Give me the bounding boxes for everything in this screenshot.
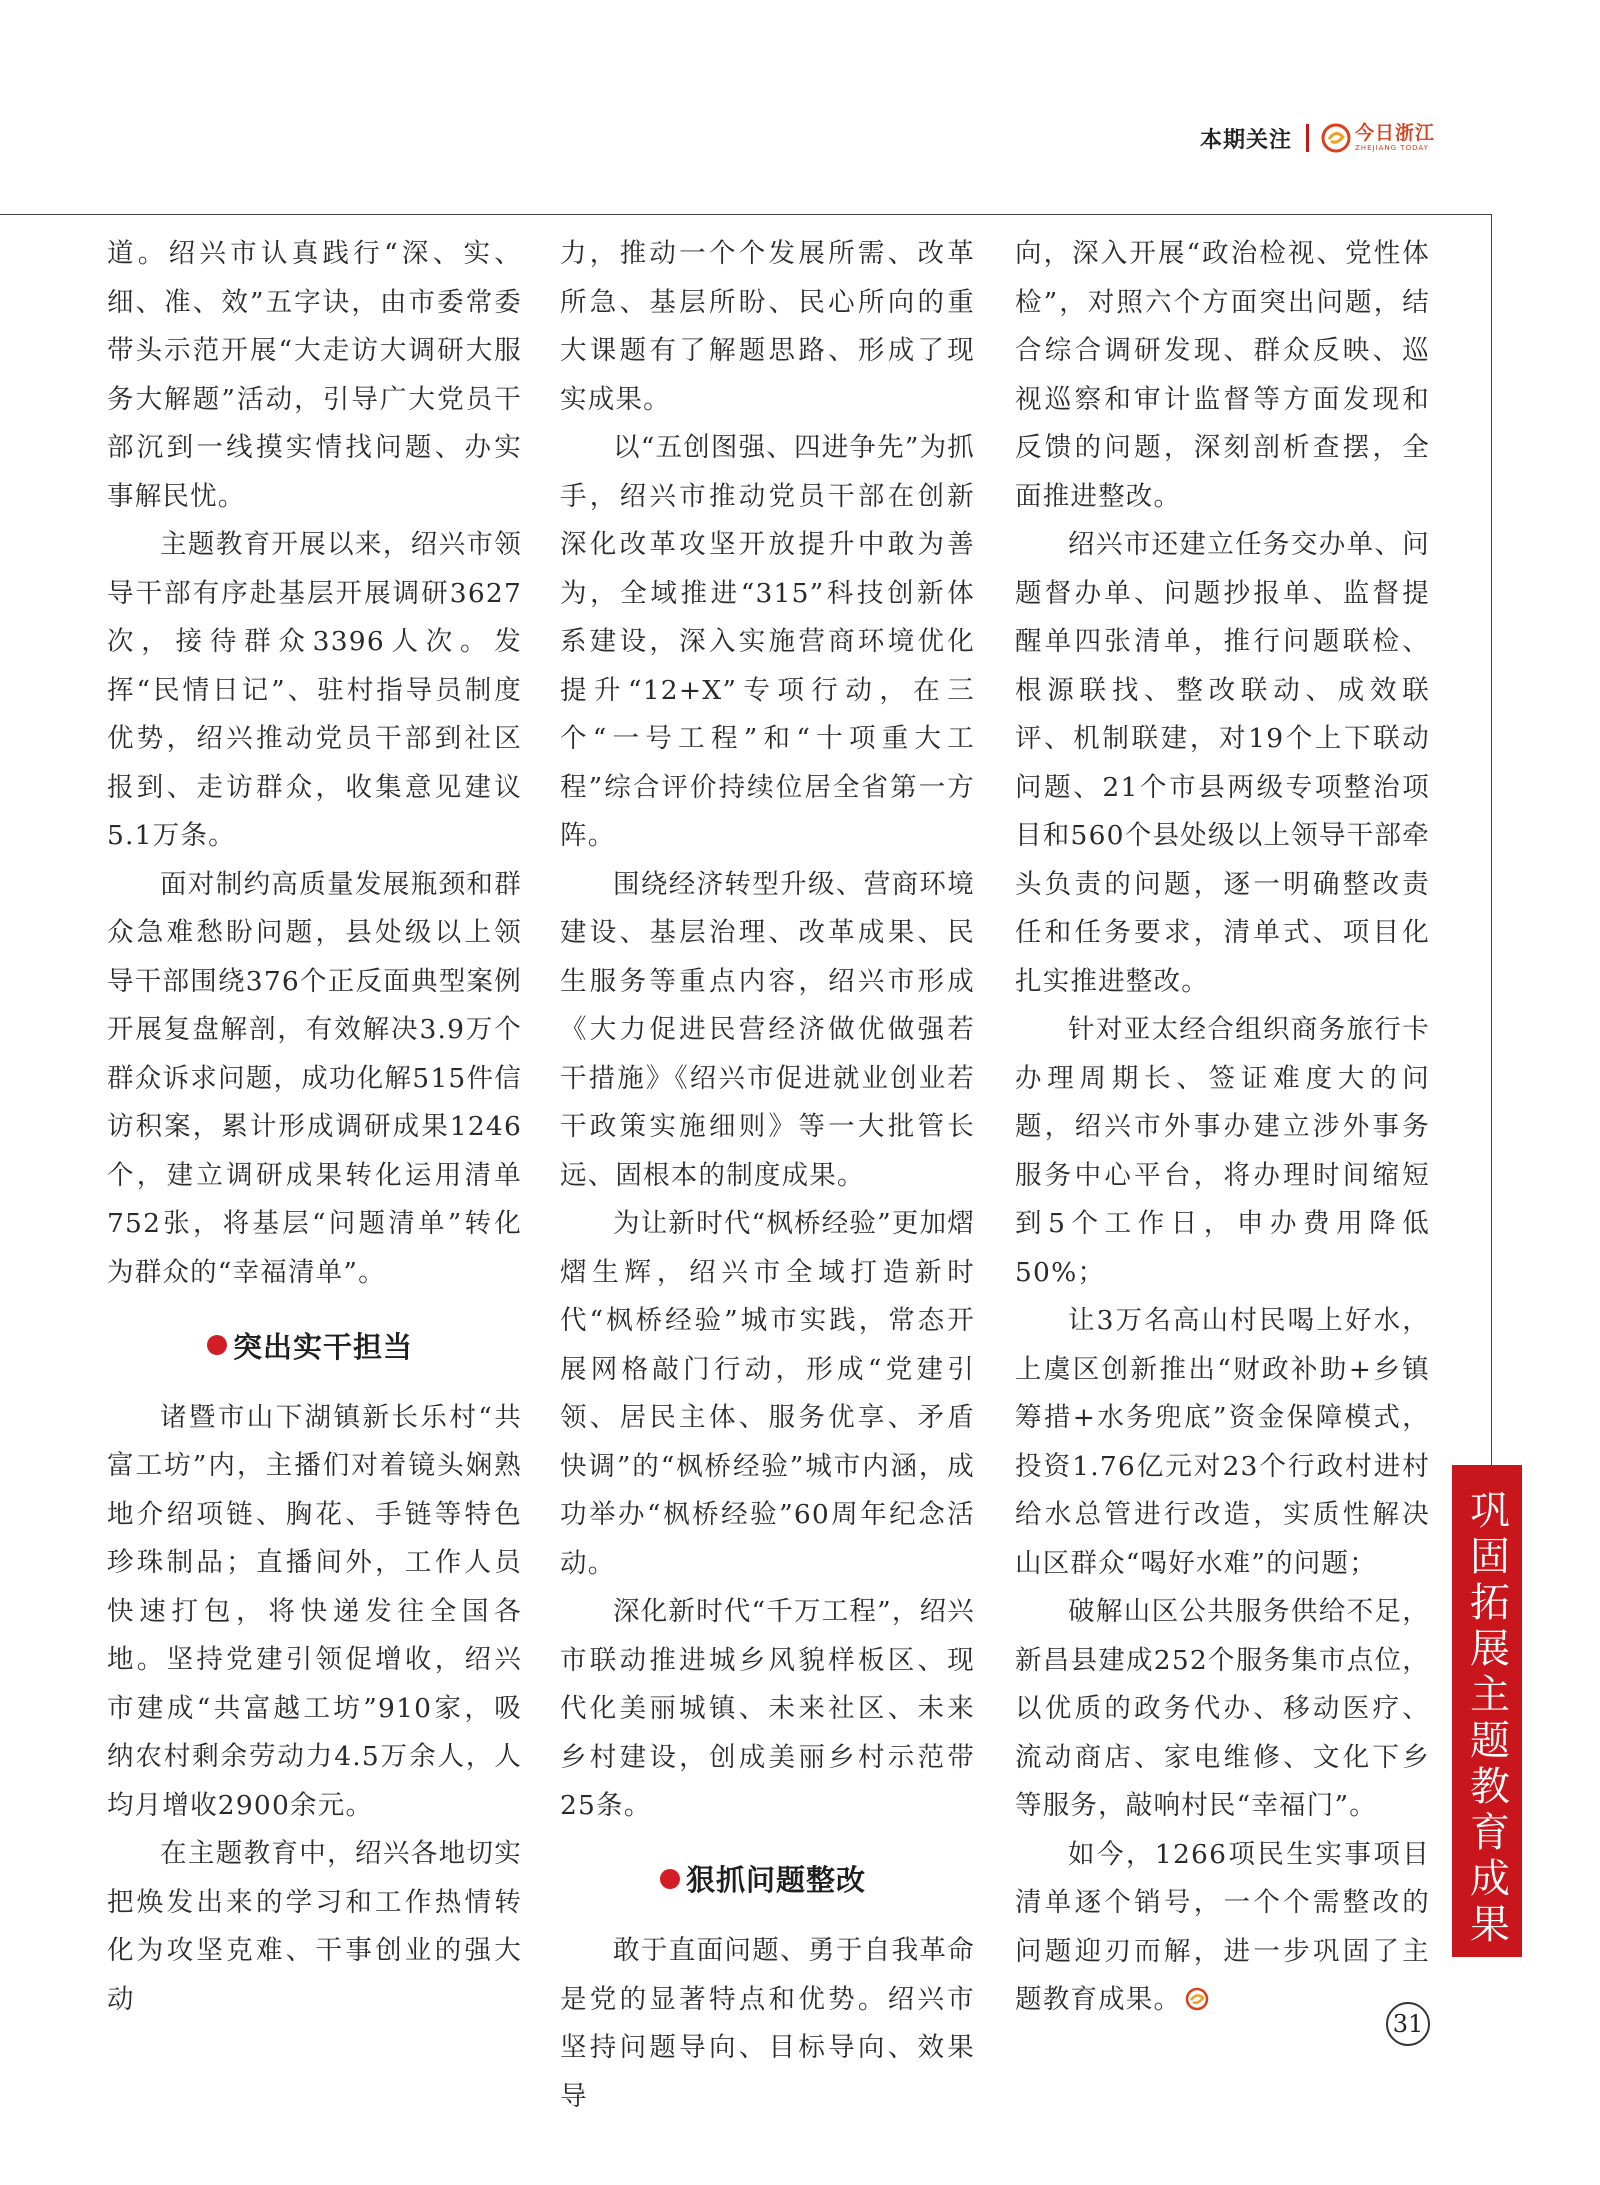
section-title: 突出实干担当 (233, 1329, 414, 1364)
paragraph: 针对亚太经合组织商务旅行卡办理周期长、签证难度大的问题，绍兴市外事办建立涉外事务服务中心平台，将办理时间缩短到5个工作日，申办费用降低50%； (1015, 1014, 1430, 1288)
paragraph: 面对制约高质量发展瓶颈和群众急难愁盼问题，县处级以上领导干部围绕376个正反面典型案例开展复盘解剖，有效解决3.9万个群众诉求问题，成功化解515件信访积案，累计形成调研成果1246个，建立调研成果转化运用清单752张，将基层“问题清单”转化为群众的“幸福清单”。 (107, 868, 522, 1288)
sidebar-title: 巩固拓展主题教育成果 (1463, 1489, 1510, 1949)
final-paragraph (1015, 1831, 1430, 2025)
logo-mark-icon (1321, 123, 1351, 153)
paragraph: 力，推动一个个发展所需、改革所急、基层所盼、民心所向的重大课题有了解题思路、形成了现实成果。 (560, 238, 975, 415)
article-column-2 (560, 230, 975, 2121)
bullet-dot-icon (207, 1335, 227, 1355)
article-column-3 (1015, 230, 1430, 2025)
section-heading-1 (207, 1321, 522, 1370)
paragraph: 敢于直面问题、勇于自我革命是党的显著特点和优势。绍兴市坚持问题导向、目标导向、效果导 (560, 1935, 975, 2112)
magazine-logo (1321, 123, 1435, 153)
paragraph: 向，深入开展“政治检视、党性体检”，对照六个方面突出问题，结合综合调研发现、群众反映、巡视巡察和审计监督等方面发现和反馈的问题，深刻剖析查摆，全面推进整改。 (1015, 238, 1430, 512)
paragraph: 以“五创图强、四进争先”为抓手，绍兴市推动党员干部在创新深化改革攻坚开放提升中敢为善为，全域推进“315”科技创新体系建设，深入实施营商环境优化提升“12+X”专项行动，在三个“一号工程”和“十项重大工程”综合评价持续位居全省第一方阵。 (560, 432, 975, 851)
paragraph: 绍兴市还建立任务交办单、问题督办单、问题抄报单、监督提醒单四张清单，推行问题联检、根源联找、整改联动、成效联评、机制联建，对19个上下联动问题、21个市县两级专项整治项目和560个县处级以上领导干部牵头负责的问题，逐一明确整改责任和任务要求，清单式、项目化扎实推进整改。 (1015, 529, 1430, 997)
topic-sidebar-tab (1452, 1465, 1522, 1957)
paragraph-text: 如今，1266项民生实事项目清单逐个销号，一个个需整改的问题迎刃而解，进一步巩固了主题教育成果。 (1015, 1838, 1430, 2015)
section-title: 狠抓问题整改 (686, 1863, 867, 1898)
section-label: 本期关注 (1200, 127, 1293, 153)
paragraph: 让3万名高山村民喝上好水，上虞区创新推出“财政补助+乡镇筹措+水务兜底”资金保障模式，投资1.76亿元对23个行政村进村给水总管进行改造，实质性解决山区群众“喝好水难”的问题； (1015, 1305, 1430, 1579)
article-column-1 (107, 230, 522, 2024)
bullet-dot-icon (660, 1869, 680, 1889)
paragraph: 在主题教育中，绍兴各地切实把焕发出来的学习和工作热情转化为攻坚克难、干事创业的强大动 (107, 1838, 522, 2015)
end-mark-icon (1185, 1987, 1209, 2011)
paragraph: 深化新时代“千万工程”，绍兴市联动推进城乡风貌样板区、现代化美丽城镇、未来社区、未来乡村建设，创成美丽乡村示范带25条。 (560, 1596, 975, 1821)
header-divider (1306, 124, 1309, 152)
logo-text-en: ZHEJIANG TODAY (1355, 144, 1429, 152)
page-header (1200, 118, 1435, 158)
paragraph: 围绕经济转型升级、营商环境建设、基层治理、改革成果、民生服务等重点内容，绍兴市形成《大力促进民营经济做优做强若干措施》《绍兴市促进就业创业若干政策实施细则》等一大批管长远、固根本的制度成果。 (560, 868, 975, 1191)
top-rule (0, 214, 1492, 215)
paragraph: 主题教育开展以来，绍兴市领导干部有序赴基层开展调研3627次，接待群众3396人次。发挥“民情日记”、驻村指导员制度优势，绍兴推动党员干部到社区报到、走访群众，收集意见建议5.1万条。 (107, 529, 522, 851)
paragraph: 道。绍兴市认真践行“深、实、细、准、效”五字诀，由市委常委带头示范开展“大走访大调研大服务大解题”活动，引导广大党员干部沉到一线摸实情找问题、办实事解民忧。 (107, 238, 522, 512)
right-rule (1491, 214, 1492, 1554)
paragraph: 为让新时代“枫桥经验”更加熠熠生辉，绍兴市全域打造新时代“枫桥经验”城市实践，常态开展网格敲门行动，形成“党建引领、居民主体、服务优享、矛盾快调”的“枫桥经验”城市内涵，成功举办“枫桥经验”60周年纪念活动。 (560, 1208, 975, 1579)
logo-text-cn: 今日浙江 (1355, 122, 1436, 144)
page-number: 31 (1386, 2002, 1430, 2046)
paragraph: 诸暨市山下湖镇新长乐村“共富工坊”内，主播们对着镜头娴熟地介绍项链、胸花、手链等特色珍珠制品；直播间外，工作人员快速打包，将快递发往全国各地。坚持党建引领促增收，绍兴市建成“共富越工坊”910家，吸纳农村剩余劳动力4.5万余人，人均月增收2900余元。 (107, 1401, 522, 1821)
section-heading-2 (660, 1855, 975, 1904)
paragraph: 破解山区公共服务供给不足，新昌县建成252个服务集市点位，以优质的政务代办、移动医疗、流动商店、家电维修、文化下乡等服务，敲响村民“幸福门”。 (1015, 1596, 1430, 1821)
